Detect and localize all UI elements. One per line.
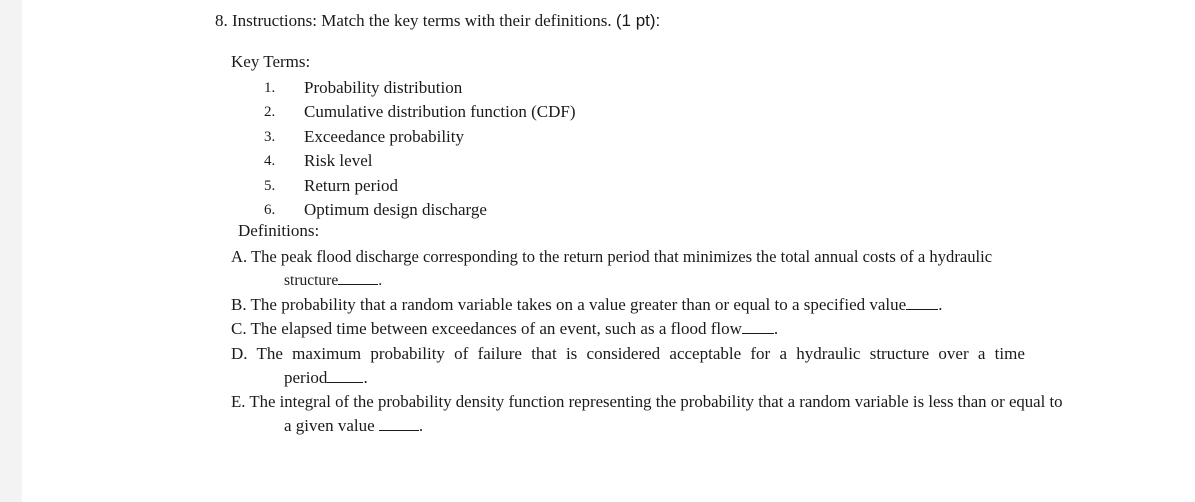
answer-blank-d[interactable] (327, 368, 363, 383)
question-instructions: 8. Instructions: Match the key terms with their definitions. (215, 11, 612, 30)
definition-b-text: B. The probability that a random variable takes on a value greater than or equal to a specified value (231, 295, 907, 314)
definition-e-line2 (284, 414, 423, 438)
key-term-item (264, 174, 576, 198)
definition-b-end: . (938, 295, 943, 314)
definition-d-end: . (363, 368, 368, 387)
definition-a-text: structure (284, 272, 339, 289)
key-term-label: Return period (304, 175, 398, 195)
key-term-item (264, 198, 576, 222)
definition-d-text: period (284, 368, 328, 387)
answer-blank-c[interactable] (742, 319, 774, 334)
question-points: (1 pt): (615, 11, 661, 30)
key-term-item (264, 125, 576, 149)
key-term-label: Exceedance probability (304, 126, 465, 146)
key-term-number: 5. (264, 177, 276, 194)
definition-a-line2 (284, 269, 382, 293)
key-term-number: 6. (264, 201, 276, 218)
question-title (215, 11, 660, 31)
answer-blank-e[interactable] (379, 416, 419, 431)
key-term-label: Probability distribution (304, 78, 463, 97)
answer-blank-a[interactable] (338, 270, 378, 285)
definition-a-end: . (378, 272, 383, 289)
key-term-number: 2. (264, 104, 276, 121)
definition-c-line1 (231, 317, 778, 341)
key-terms-list (264, 76, 576, 222)
definition-e-text: a given value (284, 416, 375, 435)
definition-c-text: C. The elapsed time between exceedances of an event, such as a flood flow (231, 319, 742, 338)
definition-e-end: . (418, 416, 424, 435)
definition-c-end: . (773, 319, 779, 338)
key-term-number: 3. (264, 128, 276, 145)
definition-b-line1 (231, 293, 942, 317)
key-term-item (264, 100, 576, 124)
key-term-item (264, 76, 576, 100)
key-term-label: Risk level (304, 151, 373, 171)
definition-d-line2 (284, 366, 368, 390)
answer-blank-b[interactable] (906, 295, 938, 310)
key-term-label: Cumulative distribution function (CDF) (304, 102, 576, 122)
document-page (22, 0, 1195, 502)
definition-e-line1: E. The integral of the probability density function representing the probability that a random variable is less than or equal to (231, 392, 1063, 411)
key-term-item (264, 149, 576, 173)
definitions-heading: Definitions: (238, 221, 320, 240)
key-terms-heading: Key Terms: (231, 52, 311, 71)
definition-a-line1: A. The peak flood discharge corresponding to the return period that minimizes the total annual costs of a hydraulic (231, 247, 993, 266)
key-term-number: 1. (264, 80, 276, 96)
key-term-label: Optimum design discharge (304, 199, 487, 219)
definition-d-line1: D. The maximum probability of failure that is considered acceptable for a hydraulic structure over a time (231, 344, 1025, 363)
key-term-number: 4. (264, 153, 276, 170)
